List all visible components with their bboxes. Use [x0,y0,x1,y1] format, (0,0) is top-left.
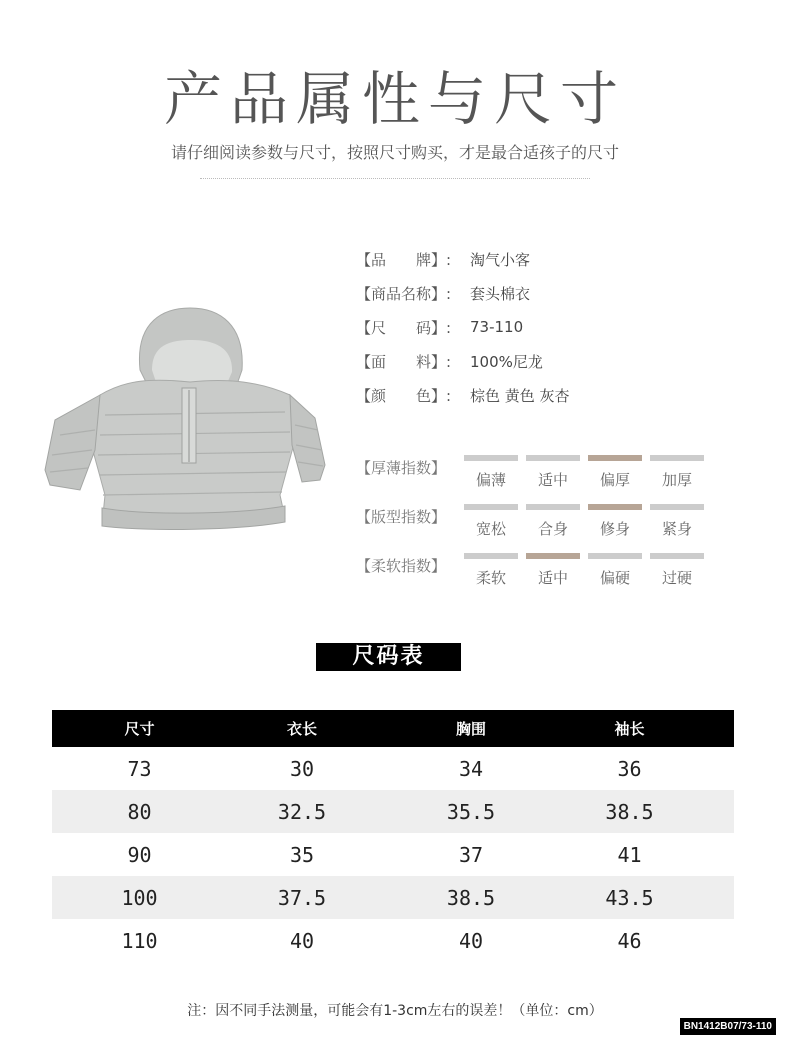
index-option [588,553,642,588]
attribute-label: 【颜 色】: [356,386,452,405]
table-cell: 41 [617,842,642,867]
table-row [52,747,734,790]
index-bar [650,455,704,461]
index-bar [526,504,580,510]
table-row [52,919,734,962]
attributes-list [356,242,570,412]
index-label: 【厚薄指数】 [356,459,447,477]
index-bar [588,553,642,559]
attribute-value: 棕色 黄色 灰杏 [470,386,570,405]
attribute-label: 【品 牌】: [356,250,452,269]
index-row-thickness [356,455,712,504]
table-cell: 30 [289,756,315,781]
attribute-value: 淘气小客 [470,250,531,269]
table-cell: 43.5 [605,885,654,910]
table-row [52,833,734,876]
table-cell: 34 [458,756,484,781]
index-option-label: 过硬 [661,569,692,587]
table-cell: 40 [458,928,484,953]
index-option-label: 修身 [599,520,630,538]
index-option [650,455,704,490]
table-cell: 80 [127,799,152,824]
table-cell: 36 [617,756,642,781]
index-bar [526,553,580,559]
size-chart-title: 尺码表 [316,643,461,671]
index-option-label: 加厚 [661,471,692,489]
header-cell: 袖长 [614,720,645,738]
header-cell: 胸围 [455,720,486,738]
index-option [650,553,704,588]
attribute-row [356,276,570,310]
index-option [588,455,642,490]
table-cell: 35.5 [446,799,496,824]
index-option [464,553,518,588]
index-bar [650,553,704,559]
product-code: BN1412B07/73-110 [680,1018,776,1035]
index-bar [464,553,518,559]
header-cell: 衣长 [286,720,317,738]
header-cell: 尺寸 [124,720,155,738]
index-option-label: 柔软 [475,569,506,587]
jacket-image [40,300,330,535]
index-bar [464,504,518,510]
size-table [52,710,734,962]
attribute-row [356,344,570,378]
table-cell: 40 [289,928,315,953]
attribute-value: 73-110 [470,318,524,336]
index-row-fit [356,504,712,553]
divider [200,178,590,180]
attribute-label: 【尺 码】: [356,318,452,337]
index-option [526,455,580,490]
attribute-value: 100%尼龙 [470,352,543,371]
index-bar [588,455,642,461]
index-option [588,504,642,539]
attribute-row [356,242,570,276]
index-option-label: 偏硬 [599,569,630,587]
index-bar [650,504,704,510]
table-cell: 90 [127,842,152,867]
table-cell: 35 [289,842,315,867]
page-subtitle: 请仔细阅读参数与尺寸，按照尺寸购买，才是最合适孩子的尺寸 [170,143,619,162]
index-option [464,504,518,539]
attribute-label: 【面 料】: [356,352,452,371]
index-bar [464,455,518,461]
page-title: 产品属性与尺寸 [163,65,626,133]
attribute-row [356,310,570,344]
measurement-note: 注：因不同手法测量，可能会有1-3cm左右的误差！（单位：cm） [187,1003,603,1019]
table-header [52,710,734,747]
index-option [526,504,580,539]
index-option-label: 合身 [537,520,568,538]
index-option [464,455,518,490]
table-cell: 38.5 [446,885,496,910]
index-label: 【柔软指数】 [356,557,447,575]
index-panel [356,455,712,602]
table-cell: 73 [127,756,152,781]
index-option-label: 适中 [537,569,568,587]
table-cell: 37.5 [277,885,327,910]
table-row [52,790,734,833]
index-option-label: 紧身 [661,520,692,538]
attribute-label: 【商品名称】: [356,284,452,303]
table-cell: 38.5 [605,799,654,824]
attribute-row [356,378,570,412]
table-cell: 100 [121,885,158,910]
index-row-softness [356,553,712,602]
attribute-value: 套头棉衣 [470,284,531,303]
table-cell: 32.5 [277,799,327,824]
index-option-label: 适中 [537,471,568,489]
index-option [650,504,704,539]
index-option-label: 宽松 [475,520,506,538]
index-bar [588,504,642,510]
index-label: 【版型指数】 [356,508,447,526]
table-cell: 110 [121,928,158,953]
table-cell: 46 [617,928,642,953]
index-option-label: 偏厚 [599,471,630,489]
index-bar [526,455,580,461]
table-cell: 37 [458,842,484,867]
table-row [52,876,734,919]
index-option-label: 偏薄 [475,471,506,489]
index-option [526,553,580,588]
